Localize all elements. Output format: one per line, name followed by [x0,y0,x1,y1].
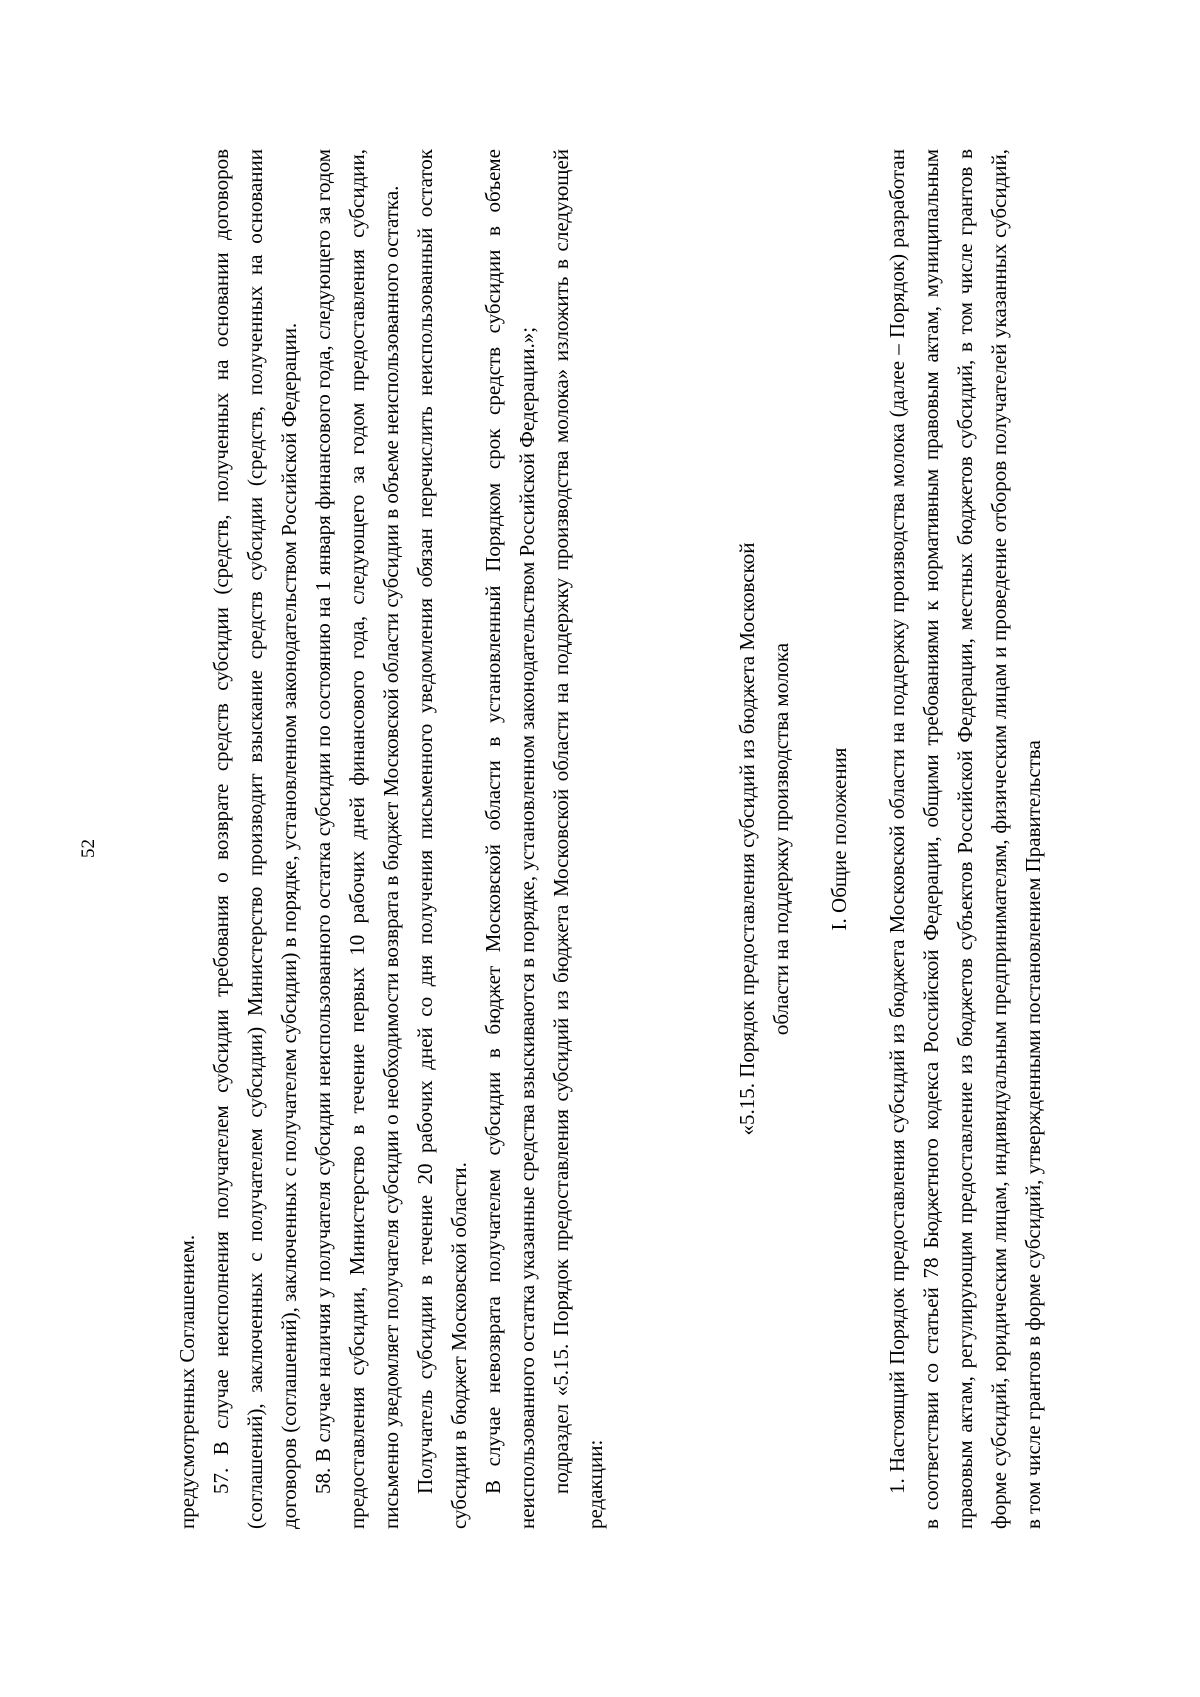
paragraph: предусмотренных Соглашением. [175,1234,199,1529]
subsection-title-line: области на поддержку производства молока [769,642,793,1036]
section-heading: I. Общие положения [827,747,851,931]
paragraph: 57. В случае неисполнения получателем субсидии требования о возврате средств субсидии (средств, полученных на основании договоров (соглашений), заключенных с получателем субсидии) Министерство производит взыскание средств субсидии (средств, полученных на основании договоров (соглашений), заключенных с получателем субсидии) в порядке, установленном законодательством Российской Федерации. [209,149,301,1529]
text-block-bottom [880,149,1050,1529]
paragraph: 58. В случае наличия у получателя субсидии неиспользованного остатка субсидии по состоянию на 1 января финансового года, следующего за годом предоставления субсидии, Министерство в течение первых 10 рабочих дней финансового года, следующего за годом предоставления субсидии, письменно уведомляет получателя субсидии о необходимости возврата в бюджет Московской области субсидии в объеме неиспользованного остатка. [311,149,403,1529]
text-block-top [170,149,612,1529]
paragraph: Получатель субсидии в течение 20 рабочих дней со дня получения письменного уведомления обязан перечислить неиспользованный остаток субсидии в бюджет Московской области. [413,149,471,1529]
paragraph: подраздел «5.15. Порядок предоставления субсидий из бюджета Московской области на поддержку производства молока» изложить в следующей редакции: [549,149,607,1529]
page-number: 52 [78,839,99,858]
paragraph: 1. Настоящий Порядок предоставления субсидий из бюджета Московской области на поддержку производства молока (далее – Порядок) разработан в соответствии со статьей 78 Бюджетного кодекса Российской Федерации, общими требованиями к нормативным правовым актам, муниципальным правовым актам, регулирующим предоставление из бюджетов субъектов Российской Федерации, местных бюджетов субсидий, в том числе грантов в форме субсидий, юридическим лицам, индивидуальным предпринимателям, физическим лицам и проведение отборов получателей указанных субсидий, в том числе грантов в форме субсидий, утвержденными постановлением Правительства [885,149,1045,1529]
subsection-title [730,149,798,1529]
subsection-title-line: «5.15. Порядок предоставления субсидий из бюджета Московской [735,542,759,1136]
paragraph: В случае невозврата получателем субсидии в бюджет Московской области в установленный Порядком срок средств субсидии в объеме неиспользованного остатка указанные средства взыскиваются в порядке, установленном законодательством Российской Федерации.»; [481,149,539,1529]
